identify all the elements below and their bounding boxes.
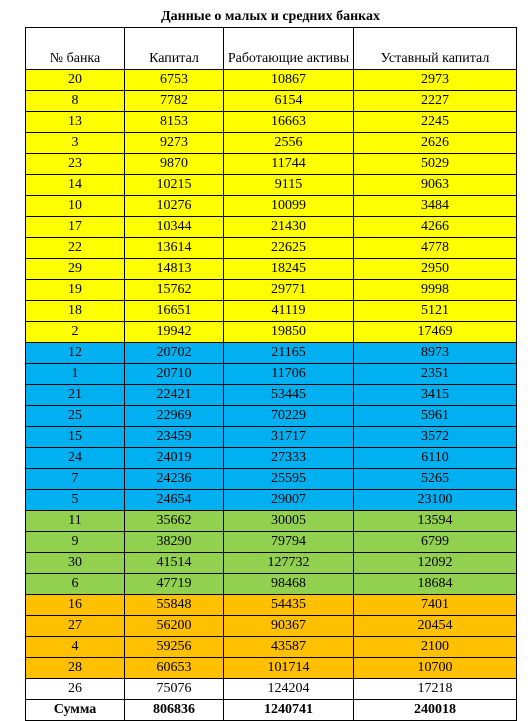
cell-working-assets[interactable]: 124204 bbox=[224, 679, 354, 700]
cell-working-assets[interactable]: 90367 bbox=[224, 616, 354, 637]
table-row bbox=[26, 154, 517, 175]
cell-authorized-capital[interactable]: 17469 bbox=[354, 322, 517, 343]
cell-bank-number[interactable]: 1 bbox=[26, 364, 125, 385]
cell-capital[interactable]: 24236 bbox=[125, 469, 224, 490]
cell-working-assets[interactable]: 27333 bbox=[224, 448, 354, 469]
cell-working-assets[interactable]: 43587 bbox=[224, 637, 354, 658]
table-title: Данные о малых и средних банках bbox=[161, 9, 380, 24]
cell-working-assets[interactable]: 41119 bbox=[224, 301, 354, 322]
table-row bbox=[26, 238, 517, 259]
table-row bbox=[26, 133, 517, 154]
table-row bbox=[26, 616, 517, 637]
cell-capital[interactable]: 24654 bbox=[125, 490, 224, 511]
cell-authorized-capital[interactable]: 3484 bbox=[354, 196, 517, 217]
cell-working-assets[interactable]: 21165 bbox=[224, 343, 354, 364]
cell-capital[interactable]: 22969 bbox=[125, 406, 224, 427]
cell-bank-number[interactable]: 5 bbox=[26, 490, 125, 511]
cell-authorized-capital[interactable]: 5029 bbox=[354, 154, 517, 175]
cell-capital[interactable]: 9870 bbox=[125, 154, 224, 175]
cell-authorized-capital[interactable]: 12092 bbox=[354, 553, 517, 574]
table-row bbox=[26, 511, 517, 532]
table-row bbox=[26, 532, 517, 553]
cell-authorized-capital[interactable]: 2950 bbox=[354, 259, 517, 280]
cell-bank-number[interactable]: 4 bbox=[26, 637, 125, 658]
cell-capital[interactable]: 9273 bbox=[125, 133, 224, 154]
cell-bank-number[interactable]: 20 bbox=[26, 70, 125, 91]
cell-working-assets[interactable]: 29007 bbox=[224, 490, 354, 511]
cell-bank-number[interactable]: 28 bbox=[26, 658, 125, 679]
cell-authorized-capital[interactable]: 4778 bbox=[354, 238, 517, 259]
cell-bank-number[interactable]: 27 bbox=[26, 616, 125, 637]
cell-capital[interactable]: 10344 bbox=[125, 217, 224, 238]
cell-capital[interactable]: 6753 bbox=[125, 70, 224, 91]
table-row bbox=[26, 280, 517, 301]
cell-bank-number[interactable]: 21 bbox=[26, 385, 125, 406]
table-row bbox=[26, 490, 517, 511]
cell-working-assets[interactable]: 18245 bbox=[224, 259, 354, 280]
cell-bank-number[interactable]: 15 bbox=[26, 427, 125, 448]
cell-authorized-capital[interactable]: 20454 bbox=[354, 616, 517, 637]
table-row bbox=[26, 259, 517, 280]
cell-authorized-capital[interactable]: 17218 bbox=[354, 679, 517, 700]
total-row bbox=[26, 700, 517, 721]
cell-working-assets[interactable]: 79794 bbox=[224, 532, 354, 553]
cell-bank-number[interactable]: 22 bbox=[26, 238, 125, 259]
cell-capital[interactable]: 20710 bbox=[125, 364, 224, 385]
cell-authorized-capital[interactable]: 18684 bbox=[354, 574, 517, 595]
header-bank-number[interactable]: № банка bbox=[26, 28, 125, 70]
cell-capital[interactable]: 35662 bbox=[125, 511, 224, 532]
cell-bank-number[interactable]: 25 bbox=[26, 406, 125, 427]
cell-authorized-capital[interactable]: 8973 bbox=[354, 343, 517, 364]
cell-authorized-capital[interactable]: 2245 bbox=[354, 112, 517, 133]
cell-capital[interactable]: 38290 bbox=[125, 532, 224, 553]
cell-authorized-capital[interactable]: 6110 bbox=[354, 448, 517, 469]
cell-working-assets[interactable]: 10099 bbox=[224, 196, 354, 217]
table-row bbox=[26, 343, 517, 364]
table-row bbox=[26, 322, 517, 343]
cell-authorized-capital[interactable]: 7401 bbox=[354, 595, 517, 616]
cell-bank-number[interactable]: 18 bbox=[26, 301, 125, 322]
header-working-assets[interactable]: Работающие активы bbox=[224, 28, 354, 70]
table-row bbox=[26, 112, 517, 133]
total-working-assets[interactable]: 1240741 bbox=[224, 700, 354, 721]
cell-bank-number[interactable]: 3 bbox=[26, 133, 125, 154]
header-authorized-capital[interactable]: Уставный капитал bbox=[354, 28, 517, 70]
cell-authorized-capital[interactable]: 2100 bbox=[354, 637, 517, 658]
cell-bank-number[interactable]: 23 bbox=[26, 154, 125, 175]
table-body bbox=[26, 70, 517, 700]
cell-working-assets[interactable]: 70229 bbox=[224, 406, 354, 427]
table-row bbox=[26, 217, 517, 238]
cell-bank-number[interactable]: 9 bbox=[26, 532, 125, 553]
cell-working-assets[interactable]: 6154 bbox=[224, 91, 354, 112]
cell-bank-number[interactable]: 6 bbox=[26, 574, 125, 595]
cell-authorized-capital[interactable]: 10700 bbox=[354, 658, 517, 679]
cell-bank-number[interactable]: 17 bbox=[26, 217, 125, 238]
cell-working-assets[interactable]: 98468 bbox=[224, 574, 354, 595]
cell-working-assets[interactable]: 53445 bbox=[224, 385, 354, 406]
cell-working-assets[interactable]: 127732 bbox=[224, 553, 354, 574]
cell-authorized-capital[interactable]: 3415 bbox=[354, 385, 517, 406]
cell-bank-number[interactable]: 24 bbox=[26, 448, 125, 469]
table-row bbox=[26, 679, 517, 700]
cell-authorized-capital[interactable]: 9998 bbox=[354, 280, 517, 301]
cell-working-assets[interactable]: 25595 bbox=[224, 469, 354, 490]
table-row bbox=[26, 91, 517, 112]
table-row bbox=[26, 595, 517, 616]
table-row bbox=[26, 301, 517, 322]
cell-authorized-capital[interactable]: 5265 bbox=[354, 469, 517, 490]
table-row bbox=[26, 658, 517, 679]
cell-capital[interactable]: 22421 bbox=[125, 385, 224, 406]
cell-capital[interactable]: 41514 bbox=[125, 553, 224, 574]
cell-capital[interactable]: 24019 bbox=[125, 448, 224, 469]
cell-bank-number[interactable]: 7 bbox=[26, 469, 125, 490]
cell-authorized-capital[interactable]: 9063 bbox=[354, 175, 517, 196]
cell-authorized-capital[interactable]: 3572 bbox=[354, 427, 517, 448]
cell-capital[interactable]: 15762 bbox=[125, 280, 224, 301]
cell-bank-number[interactable]: 13 bbox=[26, 112, 125, 133]
total-capital[interactable]: 806836 bbox=[125, 700, 224, 721]
table-row bbox=[26, 637, 517, 658]
cell-authorized-capital[interactable]: 4266 bbox=[354, 217, 517, 238]
header-row bbox=[26, 28, 517, 70]
cell-authorized-capital[interactable]: 23100 bbox=[354, 490, 517, 511]
table-row bbox=[26, 175, 517, 196]
cell-bank-number[interactable]: 14 bbox=[26, 175, 125, 196]
cell-capital[interactable]: 75076 bbox=[125, 679, 224, 700]
cell-capital[interactable]: 19942 bbox=[125, 322, 224, 343]
cell-capital[interactable]: 14813 bbox=[125, 259, 224, 280]
total-authorized-capital[interactable]: 240018 bbox=[354, 700, 517, 721]
banks-table bbox=[25, 27, 517, 721]
table-row bbox=[26, 427, 517, 448]
cell-working-assets[interactable]: 101714 bbox=[224, 658, 354, 679]
cell-working-assets[interactable]: 30005 bbox=[224, 511, 354, 532]
cell-working-assets[interactable]: 19850 bbox=[224, 322, 354, 343]
table-row bbox=[26, 196, 517, 217]
cell-authorized-capital[interactable]: 13594 bbox=[354, 511, 517, 532]
cell-working-assets[interactable]: 29771 bbox=[224, 280, 354, 301]
cell-working-assets[interactable]: 11706 bbox=[224, 364, 354, 385]
cell-capital[interactable]: 56200 bbox=[125, 616, 224, 637]
cell-capital[interactable]: 10276 bbox=[125, 196, 224, 217]
table-row bbox=[26, 406, 517, 427]
cell-working-assets[interactable]: 21430 bbox=[224, 217, 354, 238]
cell-working-assets[interactable]: 11744 bbox=[224, 154, 354, 175]
table-row bbox=[26, 553, 517, 574]
cell-working-assets[interactable]: 9115 bbox=[224, 175, 354, 196]
cell-capital[interactable]: 55848 bbox=[125, 595, 224, 616]
cell-bank-number[interactable]: 12 bbox=[26, 343, 125, 364]
cell-capital[interactable]: 23459 bbox=[125, 427, 224, 448]
cell-working-assets[interactable]: 54435 bbox=[224, 595, 354, 616]
cell-working-assets[interactable]: 22625 bbox=[224, 238, 354, 259]
cell-capital[interactable]: 60653 bbox=[125, 658, 224, 679]
header-capital[interactable]: Капитал bbox=[125, 28, 224, 70]
cell-capital[interactable]: 7782 bbox=[125, 91, 224, 112]
cell-authorized-capital[interactable]: 2227 bbox=[354, 91, 517, 112]
cell-capital[interactable]: 16651 bbox=[125, 301, 224, 322]
cell-working-assets[interactable]: 2556 bbox=[224, 133, 354, 154]
cell-bank-number[interactable]: 16 bbox=[26, 595, 125, 616]
cell-working-assets[interactable]: 10867 bbox=[224, 70, 354, 91]
cell-working-assets[interactable]: 31717 bbox=[224, 427, 354, 448]
cell-authorized-capital[interactable]: 6799 bbox=[354, 532, 517, 553]
cell-capital[interactable]: 59256 bbox=[125, 637, 224, 658]
cell-bank-number[interactable]: 19 bbox=[26, 280, 125, 301]
cell-authorized-capital[interactable]: 2973 bbox=[354, 70, 517, 91]
table-row bbox=[26, 469, 517, 490]
table-row bbox=[26, 574, 517, 595]
cell-bank-number[interactable]: 2 bbox=[26, 322, 125, 343]
cell-capital[interactable]: 20702 bbox=[125, 343, 224, 364]
cell-bank-number[interactable]: 29 bbox=[26, 259, 125, 280]
cell-working-assets[interactable]: 16663 bbox=[224, 112, 354, 133]
cell-bank-number[interactable]: 10 bbox=[26, 196, 125, 217]
table-row bbox=[26, 385, 517, 406]
total-label[interactable]: Сумма bbox=[26, 700, 125, 721]
cell-bank-number[interactable]: 30 bbox=[26, 553, 125, 574]
cell-bank-number[interactable]: 26 bbox=[26, 679, 125, 700]
table-row bbox=[26, 70, 517, 91]
cell-bank-number[interactable]: 11 bbox=[26, 511, 125, 532]
cell-authorized-capital[interactable]: 2626 bbox=[354, 133, 517, 154]
table-row bbox=[26, 364, 517, 385]
table-row bbox=[26, 448, 517, 469]
spreadsheet-sheet bbox=[25, 7, 516, 721]
cell-capital[interactable]: 10215 bbox=[125, 175, 224, 196]
cell-authorized-capital[interactable]: 5961 bbox=[354, 406, 517, 427]
cell-authorized-capital[interactable]: 2351 bbox=[354, 364, 517, 385]
cell-capital[interactable]: 47719 bbox=[125, 574, 224, 595]
cell-authorized-capital[interactable]: 5121 bbox=[354, 301, 517, 322]
cell-capital[interactable]: 13614 bbox=[125, 238, 224, 259]
cell-capital[interactable]: 8153 bbox=[125, 112, 224, 133]
cell-bank-number[interactable]: 8 bbox=[26, 91, 125, 112]
